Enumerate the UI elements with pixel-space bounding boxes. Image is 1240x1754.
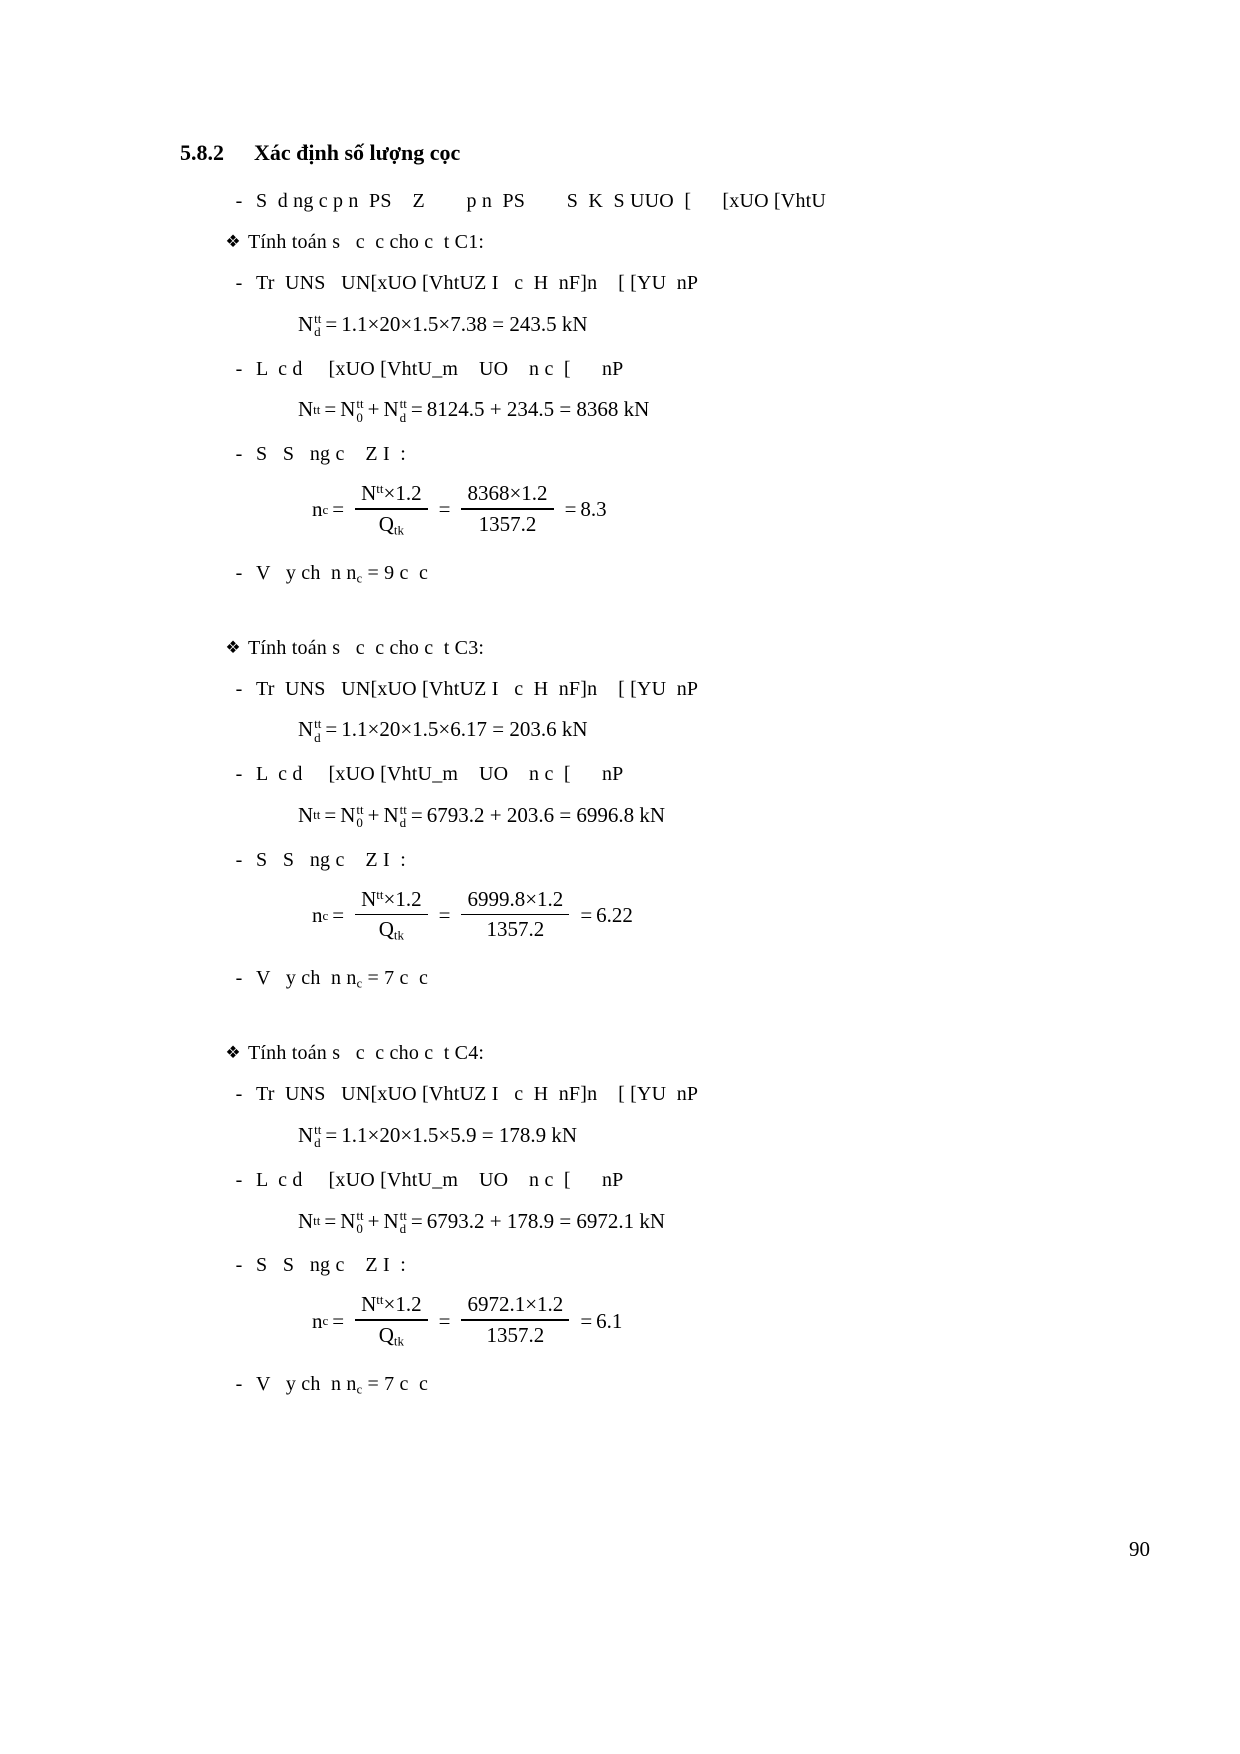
equation-rhs: 1.1×20×1.5×5.9 = 178.9 kN <box>341 1123 578 1148</box>
dash-bullet-icon: - <box>235 1254 243 1277</box>
list-item-text: S S ng c Z I : <box>256 848 406 871</box>
list-item <box>180 560 1060 587</box>
equation-var: n <box>312 497 323 522</box>
equation-nd: N tt d = 1.1×20×1.5×7.38 = 243.5 kN <box>298 310 588 340</box>
equation-nc: n c = $\frac{N^{tt}\times 1.2}{Q_{tk}}$ = $\frac{6972.1\times 1.2}{1357.2}$ = 6.1 <box>312 1292 623 1349</box>
list-item-text: V y ch n $n_c = 7$ c c <box>256 967 429 991</box>
block-header-text: Tính toán s c c cho c t C3: <box>248 636 485 659</box>
spacer <box>180 601 1060 635</box>
equation-script: tt d <box>399 801 407 831</box>
list-item-text: Tr UNS UN[xUO [VhtUZ I c H nF]n [ [YU nP <box>256 677 699 700</box>
equation-var: n <box>312 1308 323 1333</box>
dash-bullet-icon: - <box>235 272 243 294</box>
equation-rhs: 8124.5 + 234.5 = 8368 kN <box>426 397 650 422</box>
fraction <box>461 887 569 943</box>
dash-bullet-icon: - <box>235 190 243 212</box>
fraction <box>355 481 428 537</box>
list-item-text: Tr UNS UN[xUO [VhtUZ I c H nF]n [ [YU nP <box>256 272 699 294</box>
fraction-denominator: 1357.2 <box>478 511 537 536</box>
equation-script: tt d <box>314 1122 322 1151</box>
equation-rhs: 1.1×20×1.5×6.17 = 203.6 kN <box>341 717 588 742</box>
equation-ntt: N tt = N tt 0 + N tt d = 8124.5 + 234.5 = 8368 kN <box>298 396 650 425</box>
block-header-text: Tính toán s c c cho c t C4: <box>248 1042 485 1065</box>
equation-var: N <box>298 311 314 336</box>
list-item <box>180 441 1060 468</box>
page-number: 90 <box>1129 1537 1150 1561</box>
dash-bullet-icon: - <box>235 357 243 380</box>
dash-bullet-icon: - <box>235 1083 243 1106</box>
fraction <box>355 1292 428 1348</box>
fraction-numerator: 6972.1×1.2 <box>467 1292 564 1317</box>
equation-var: n <box>312 903 323 928</box>
equation-script: tt d <box>399 1207 407 1236</box>
dash-bullet-icon: - <box>235 1168 243 1191</box>
equation-nd: N tt d = 1.1×20×1.5×5.9 = 178.9 kN <box>298 1122 578 1151</box>
dash-bullet-icon: - <box>235 763 243 786</box>
equation-rhs: 1.1×20×1.5×7.38 = 243.5 kN <box>341 311 588 336</box>
list-item <box>180 356 1060 383</box>
equation-rhs: 6793.2 + 178.9 = 6972.1 kN <box>426 1208 666 1233</box>
list-item-text: S S ng c Z I : <box>256 1254 406 1277</box>
equation-var: N <box>340 397 356 422</box>
equation-var: N <box>383 802 399 827</box>
dash-bullet-icon: - <box>235 848 243 871</box>
fraction <box>355 887 428 943</box>
list-item <box>180 965 1060 992</box>
dash-bullet-icon: - <box>235 443 243 466</box>
fraction-denominator: $Q_{tk}$ <box>378 511 405 538</box>
list-item <box>180 676 1060 703</box>
equation-script: tt d <box>314 716 322 745</box>
dash-bullet-icon: - <box>235 967 243 990</box>
fraction-numerator: $N^{tt}\times 1.2$ <box>361 481 422 506</box>
list-item <box>180 188 1060 215</box>
list-item-text: S d ng c p n PS Z p n PS S K S UUO [ [xUO [VhtU <box>256 190 827 212</box>
block-header <box>180 635 1060 662</box>
diamond-bullet-icon: ❖ <box>225 1043 241 1063</box>
equation-ntt: N tt = N tt 0 + N tt d = 6793.2 + 203.6 = 6996.8 kN <box>298 801 666 831</box>
block-header <box>180 1040 1060 1067</box>
list-item <box>180 761 1060 788</box>
equation-var: N <box>298 802 314 827</box>
equation-script: tt d <box>314 310 322 340</box>
list-item <box>180 1081 1060 1108</box>
list-item-text: L c d [xUO [VhtU_m UO n c [ nP <box>256 763 624 786</box>
equation-var: N <box>298 1208 314 1233</box>
page-title: Xác định số lượng cọc <box>254 140 461 165</box>
fraction-numerator: 8368×1.2 <box>467 481 548 506</box>
list-item <box>180 270 1060 297</box>
list-item <box>180 1371 1060 1398</box>
fraction-denominator: 1357.2 <box>486 1322 545 1347</box>
equation-script: tt 0 <box>356 801 364 831</box>
list-item <box>180 1167 1060 1194</box>
equation-nc: n c = $\frac{N^{tt}\times 1.2}{Q_{tk}}$ = $\frac{6999.8\times 1.2}{1357.2}$ = 6.22 <box>312 886 633 943</box>
fraction <box>461 1292 569 1348</box>
list-item <box>180 847 1060 874</box>
section-heading <box>180 140 1060 166</box>
fraction-denominator: $Q_{tk}$ <box>378 1322 405 1349</box>
equation-var: N <box>383 1208 399 1233</box>
equation-script: tt 0 <box>356 1207 364 1236</box>
page-content <box>180 140 1060 1412</box>
fraction-numerator: $N^{tt}\times 1.2$ <box>361 1292 422 1317</box>
fraction-denominator: $Q_{tk}$ <box>378 917 405 943</box>
list-item-text: Tr UNS UN[xUO [VhtUZ I c H nF]n [ [YU nP <box>256 1083 699 1106</box>
block-header-text: Tính toán s c c cho c t C1: <box>248 231 485 253</box>
equation-var: N <box>298 1123 314 1148</box>
equation-result: 6.22 <box>596 903 633 928</box>
equation-result: 8.3 <box>580 497 607 522</box>
equation-var: N <box>383 397 399 422</box>
equation-var: N <box>340 802 356 827</box>
list-item-text: L c d [xUO [VhtU_m UO n c [ nP <box>256 357 624 380</box>
equation-nd: N tt d = 1.1×20×1.5×6.17 = 203.6 kN <box>298 716 588 745</box>
equation-script: tt d <box>399 396 407 425</box>
fraction <box>461 481 553 537</box>
list-item-text: L c d [xUO [VhtU_m UO n c [ nP <box>256 1168 624 1191</box>
spacer <box>180 1006 1060 1040</box>
dash-bullet-icon: - <box>235 1372 243 1395</box>
fraction-numerator: $N^{tt}\times 1.2$ <box>361 886 422 911</box>
equation-script: tt 0 <box>356 396 364 425</box>
diamond-bullet-icon: ❖ <box>225 232 241 251</box>
diamond-bullet-icon: ❖ <box>225 637 241 657</box>
list-item <box>180 1252 1060 1279</box>
dash-bullet-icon: - <box>235 561 243 584</box>
fraction-denominator: 1357.2 <box>486 917 545 942</box>
equation-var: N <box>298 397 314 422</box>
equation-var: N <box>298 717 314 742</box>
equation-result: 6.1 <box>596 1308 623 1333</box>
equation-ntt: N tt = N tt 0 + N tt d = 6793.2 + 178.9 = 6972.1 kN <box>298 1207 666 1236</box>
section-number: 5.8.2 <box>180 140 224 165</box>
equation-rhs: 6793.2 + 203.6 = 6996.8 kN <box>426 802 666 827</box>
list-item-text: V y ch n $n_c = 9$ c c <box>256 561 429 586</box>
equation-nc: n c = $\frac{N^{tt}\times 1.2}{Q_{tk}}$ = $\frac{8368\times 1.2}{1357.2}$ = 8.3 <box>312 481 607 538</box>
dash-bullet-icon: - <box>235 677 243 700</box>
list-item-text: V y ch n $n_c = 7$ c c <box>256 1372 429 1397</box>
equation-var: N <box>340 1208 356 1233</box>
block-header <box>180 229 1060 256</box>
fraction-numerator: 6999.8×1.2 <box>467 886 564 911</box>
list-item-text: S S ng c Z I : <box>256 443 406 466</box>
